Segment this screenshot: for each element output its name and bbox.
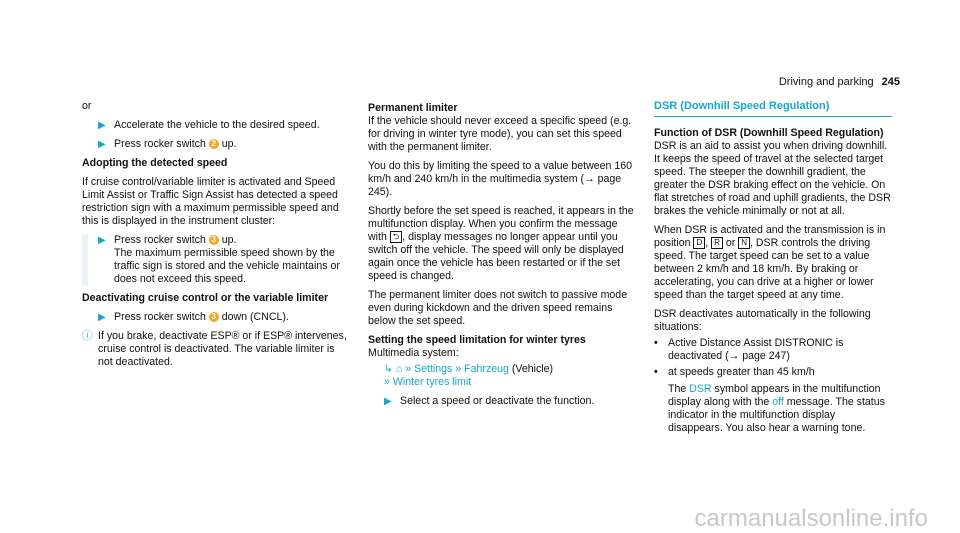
chevron-icon: »: [455, 363, 462, 375]
step-arrow-icon: ▶: [98, 235, 106, 246]
step-arrow-icon: ▶: [98, 312, 106, 323]
page-header: [779, 76, 900, 89]
heading-winter-tyres: Setting the speed limitation for winter tyres: [368, 334, 586, 346]
off-message-text: off: [772, 396, 784, 408]
step-arrow-icon: ▶: [98, 120, 106, 131]
column-3: [654, 100, 892, 438]
back-button-icon: ⮌: [390, 231, 402, 243]
step-arrow-icon: ▶: [98, 139, 106, 150]
step-select-speed: ▶ Select a speed or deactivate the function.: [384, 395, 595, 407]
gear-d-icon: D: [693, 237, 705, 249]
menu-settings: Settings: [414, 363, 453, 375]
column-1: [82, 100, 350, 373]
step-block-adopt: [82, 234, 350, 286]
para-function: DSR is an aid to assist you when driving downhill. It keeps the speed of travel at the selected target speed. The steeper the downhill gradient, the greater the DSR braking effect on the vehicle. On flat stretches of road and uphill gradients, the DSR brakes the vehicle minimally or not at all.: [654, 140, 891, 217]
callout-3-icon: 3: [209, 235, 219, 245]
gear-r-icon: R: [711, 237, 723, 249]
para-perm-3: Shortly before the set speed is reached, it appears in the multifunction display. When you confirm the message with ⮌ , display messages no longer appear until you switch off the vehicle. The speed will only be displayed again once the vehicle has been restarted or if the set speed is changed.: [368, 205, 634, 282]
para-perm-1: If the vehicle should never exceed a specific speed (e.g. for driving in winter tyre mode), you can set this speed with the permanent limiter.: [368, 115, 632, 153]
bullet-icon: •: [654, 337, 658, 349]
para-deactivates: DSR deactivates automatically in the following situations:: [654, 308, 871, 333]
step-press-down: ▶ Press rocker switch 3 down (CNCL).: [98, 311, 289, 323]
menu-winter-tyres-limit: Winter tyres limit: [392, 376, 472, 388]
chevron-icon: »: [384, 376, 390, 388]
bullet-item: • at speeds greater than 45 km/h The DSR symbol appears in the multifunction display along with the off message. The status indicator in the multifunction display disappears. You also hear a warning tone.: [654, 366, 885, 434]
page-number: 245: [881, 76, 900, 88]
step-accelerate: ▶ Accelerate the vehicle to the desired speed.: [98, 119, 320, 131]
section-title-dsr: DSR (Downhill Speed Regulation): [654, 100, 892, 117]
dsr-symbol-text: DSR: [689, 383, 712, 395]
callout-2-icon: 2: [209, 139, 219, 149]
step-press-up-2: ▶ Press rocker switch 2 up.: [98, 138, 237, 150]
column-2: [368, 100, 636, 414]
gear-n-icon: N: [738, 237, 750, 249]
path-arrow-icon: ↳: [384, 363, 393, 375]
callout-3-icon: 3: [209, 312, 219, 322]
info-icon: ⓘ: [82, 330, 93, 342]
info-note: ⓘ If you brake, deactivate ESP® or if ESP® intervenes, cruise control is deactivated. The variable limiter is not deactivated.: [82, 330, 347, 368]
chevron-icon: »: [405, 363, 412, 375]
multimedia-label: Multimedia system:: [368, 347, 459, 359]
bullet-icon: •: [654, 366, 658, 378]
heading-function-dsr: Function of DSR (Downhill Speed Regulation): [654, 127, 884, 139]
para-active: When DSR is activated and the transmission is in position D , R or N , DSR controls the driving speed. The target speed can be set to a value between 2 km/h and 18 km/h. By braking or accelerating, you can drive at a higher or lower speed than the target speed at any time.: [654, 224, 886, 301]
home-icon: ⌂: [395, 363, 403, 375]
para-perm-2: You do this by limiting the speed to a value between 160 km/h and 240 km/h in the multimedia system (→ page 245).: [368, 160, 633, 198]
watermark: carmanualsonline.info: [694, 505, 928, 532]
menu-vehicle: Fahrzeug: [464, 363, 509, 375]
step-arrow-icon: ▶: [384, 396, 392, 407]
or-text: or: [82, 100, 92, 112]
menu-path: ↳ ⌂ » Settings » Fahrzeug (Vehicle) » Winter tyres limit: [384, 363, 554, 388]
header-section: Driving and parking: [778, 76, 874, 88]
heading-adopting: Adopting the detected speed: [82, 157, 228, 169]
para-adopting: If cruise control/variable limiter is activated and Speed Limit Assist or Traffic Sign Assist has detected a speed restriction sign with a maximum permissible speed and this is displayed in the instrument cluster:: [82, 176, 339, 227]
step-press-up-3: ▶ Press rocker switch 3 up. The maximum permissible speed shown by the traffic sign is stored and the vehicle maintains or does not exceed this speed.: [98, 234, 340, 285]
heading-deactivating: Deactivating cruise control or the variable limiter: [82, 292, 329, 304]
para-perm-4: The permanent limiter does not switch to passive mode even during kickdown and the driven speed remains below the set speed.: [368, 289, 628, 327]
heading-permanent-limiter: Permanent limiter: [368, 102, 458, 114]
bullet-item: • Active Distance Assist DISTRONIC is deactivated (→ page 247): [654, 337, 844, 362]
